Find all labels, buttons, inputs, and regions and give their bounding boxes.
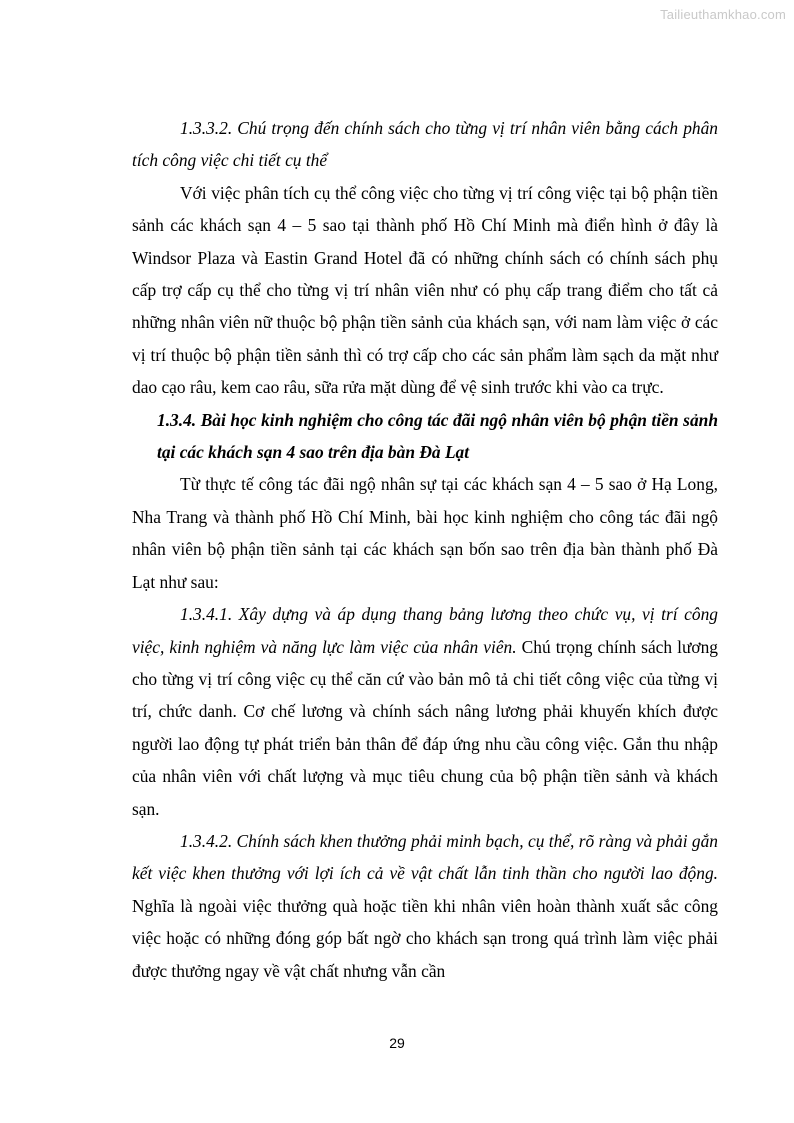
page-content	[132, 112, 718, 987]
section-1-3-3-2-body: Với việc phân tích cụ thể công việc cho từng vị trí công việc tại bộ phận tiền sảnh các khách sạn 4 – 5 sao tại thành phố Hồ Chí Minh mà điển hình ở đây là Windsor Plaza và Eastin Grand Hotel đã có những chính sách có chính sách phụ cấp trợ cấp cụ thể cho từng vị trí nhân viên như có phụ cấp trang điểm cho tất cả những nhân viên nữ thuộc bộ phận tiền sảnh của khách sạn, với nam làm việc ở các vị trí thuộc bộ phận tiền sảnh thì có trợ cấp cho các sản phẩm làm sạch da mặt như dao cạo râu, kem cao râu, sữa rửa mặt dùng để vệ sinh trước khi vào ca trực.	[132, 182, 718, 398]
page-number: 29	[389, 1035, 405, 1051]
section-1-3-4-1-body: Chú trọng chính sách lương cho từng vị trí công việc cụ thể căn cứ vào bản mô tả chi tiết công việc của từng vị trí, chức danh. Cơ chế lương và chính sách nâng lương phải khuyến khích được người lao động tự phát triển bản thân để đáp ứng nhu cầu công việc. Gắn thu nhập của nhân viên với chất lượng và mục tiêu chung của bộ phận tiền sảnh và khách sạn.	[132, 636, 718, 819]
section-1-3-4-2-body: Nghĩa là ngoài việc thưởng quà hoặc tiền khi nhân viên hoàn thành xuất sắc công việc hoặc có những đóng góp bất ngờ cho khách sạn trong quá trình làm việc phải được thưởng ngay về vật chất nhưng vẫn cần	[132, 895, 718, 981]
section-1-3-4-2-heading: 1.3.4.2. Chính sách khen thưởng phải minh bạch, cụ thể, rõ ràng và phải gắn kết việc khen thưởng với lợi ích cả về vật chất lẫn tinh thần cho người lao động.	[132, 830, 718, 884]
section-1-3-4-heading: 1.3.4. Bài học kinh nghiệm cho công tác đãi ngộ nhân viên bộ phận tiền sảnh tại các khách sạn 4 sao trên địa bàn Đà Lạt	[157, 409, 718, 463]
section-1-3-4-body: Từ thực tế công tác đãi ngộ nhân sự tại các khách sạn 4 – 5 sao ở Hạ Long, Nha Trang và thành phố Hồ Chí Minh, bài học kinh nghiệm cho công tác đãi ngộ nhân viên bộ phận tiền sảnh tại các khách sạn bốn sao trên địa bàn thành phố Đà Lạt như sau:	[132, 474, 718, 592]
section-1-3-4-1-paragraph	[132, 598, 718, 825]
watermark: Tailieuthamkhao.com	[660, 7, 786, 22]
section-1-3-3-2-heading: 1.3.3.2. Chú trọng đến chính sách cho từng vị trí nhân viên bằng cách phân tích công việc chi tiết cụ thể	[132, 118, 718, 171]
section-1-3-4-2-paragraph	[132, 825, 718, 987]
section-1-3-4-1-heading: 1.3.4.1. Xây dựng và áp dụng thang bảng lương theo chức vụ, vị trí công việc, kinh nghiệm và năng lực làm việc của nhân viên.	[132, 604, 718, 657]
